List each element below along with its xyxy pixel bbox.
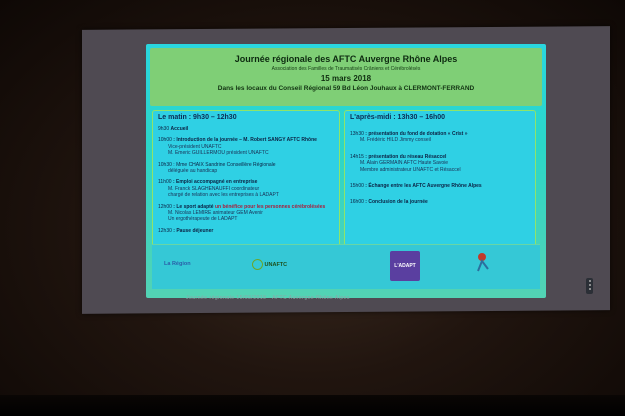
schedule-item: 10h30 : Mme CHAIX Sandrine Conseillère Régionale déléguée au handicap xyxy=(158,161,276,175)
schedule-item: 16h00 : Conclusion de la journée xyxy=(350,199,428,206)
projected-slide xyxy=(146,44,546,298)
screen-control-dots xyxy=(586,278,593,294)
event-date: 15 mars 2018 xyxy=(320,74,372,83)
schedule-item: 15h00 : Échange entre les AFTC Auvergne Rhône Alpes xyxy=(350,183,482,190)
screen-footer-text: Journée régionale 15/03/2018 · AFTC Auvergne Rhône Alpes xyxy=(186,295,350,301)
schedule-item: 14h15 : présentation du réseau Résaccel M. Alain GERMAIN AFTC Haute Savoie Membre administrateur UNAFTC et Résaccel xyxy=(350,153,461,173)
region-logo: La Région xyxy=(164,261,191,267)
schedule-item: 11h00 : Emploi accompagné en entreprise M. Franck SLAGHENAUFFI coordinateur chargé de relation avec les entreprises à LADAPT xyxy=(158,179,279,199)
slide-header xyxy=(150,48,542,106)
slide-title: Journée régionale des AFTC Auvergne Rhône Alpes xyxy=(234,54,458,64)
association-name: Association des Familles de Traumatisés Crâniens et Cérébrolésés xyxy=(271,66,421,72)
ladapt-logo: L'ADAPT xyxy=(390,251,420,281)
afternoon-title: L'après-midi : 13h30 – 16h00 xyxy=(350,114,446,121)
event-venue: Dans les locaux du Conseil Régional 59 Bd Léon Jouhaux à CLERMONT-FERRAND xyxy=(217,85,475,92)
unaftc-logo: UNAFTC xyxy=(252,259,287,270)
sport-adapte-logo xyxy=(474,251,494,273)
schedule-item: 9h30 Accueil xyxy=(158,126,189,132)
sponsor-logos-bar xyxy=(152,244,540,289)
morning-title: Le matin : 9h30 – 12h30 xyxy=(158,114,237,121)
audience-silhouettes xyxy=(0,395,625,416)
schedule-item: 10h00 : Introduction de la journée – M. Robert SANGY AFTC Rhône Vice-président UNAFTC M. Emeric GUILLERMOU président UNAFTC xyxy=(158,137,317,157)
schedule-item: 12h30 : Pause déjeuner xyxy=(158,227,214,234)
schedule-item: 13h30 : présentation du fond de dotation « Crist » M. Frédéric HILD Jimmy conseil xyxy=(350,131,468,144)
schedule-item: 12h00 : Le sport adapté un bénéfice pour les personnes cérébrolésées M. Nicolas LEMIRE animateur GEM Avenir Un ergothérapeute de LADAPT xyxy=(158,203,326,223)
